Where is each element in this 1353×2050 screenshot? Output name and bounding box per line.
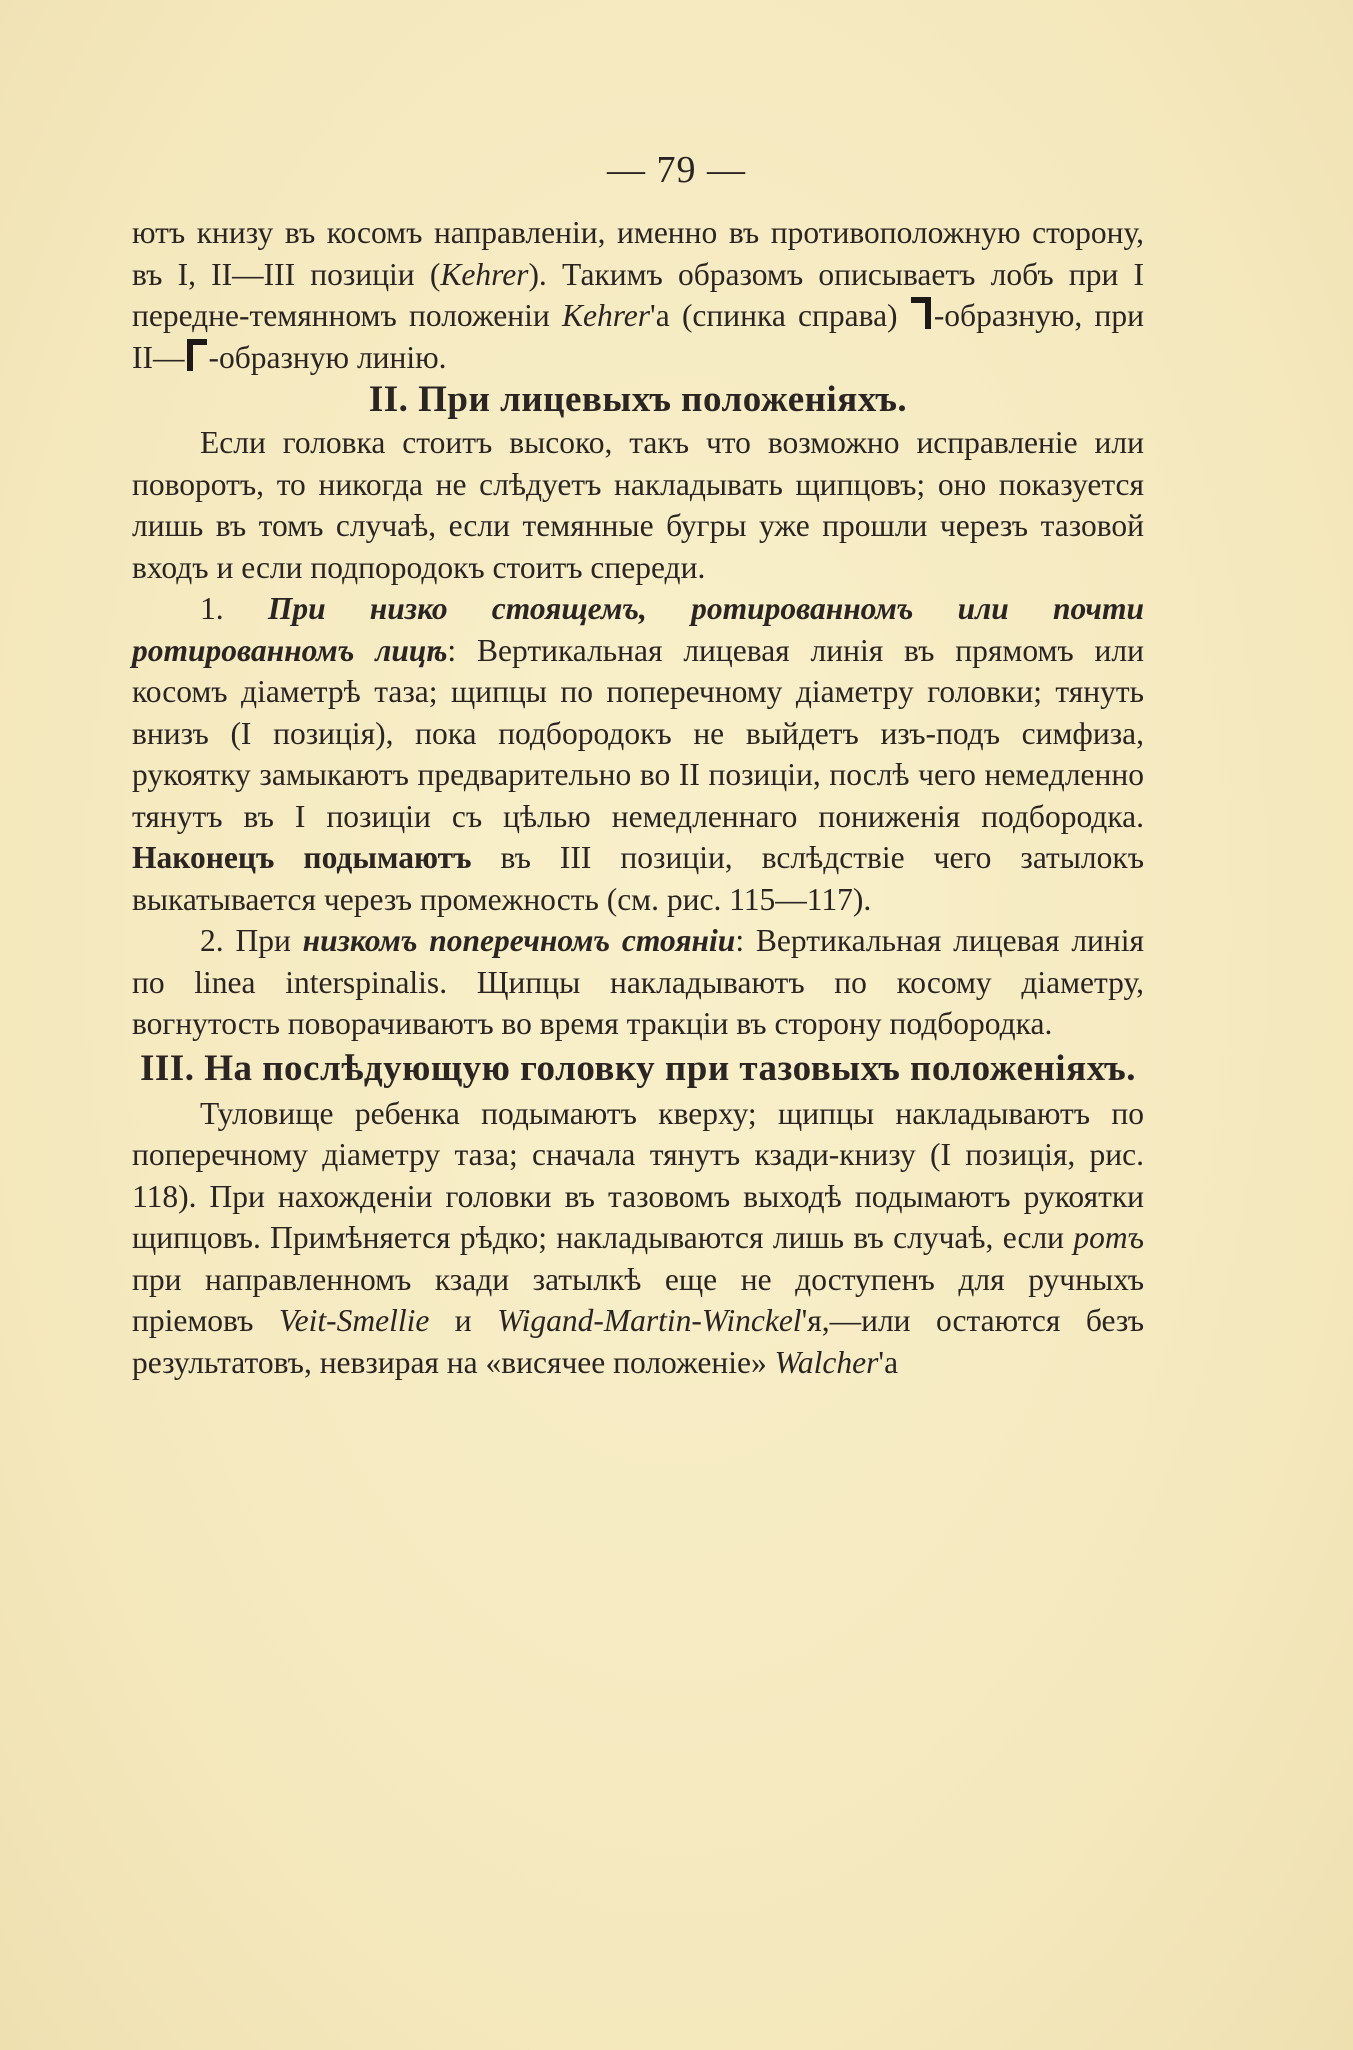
text-run: ). Такимъ образомъ описываетъ лобъ при I передне-темянномъ положеніи	[132, 256, 1144, 333]
text-run: въ III позиціи, вслѣдствіе чего затылокъ выкатывается черезъ промежность (см. рис. 115—117).	[132, 840, 1144, 917]
item-title: При низко стоящемъ, ротированномъ или почти ротированномъ лицѣ	[132, 591, 1144, 668]
author-name: Walcher	[774, 1344, 879, 1380]
text-run: -образную, при II—	[132, 298, 1144, 375]
text-run: при направленномъ кзади затылкѣ еще не доступенъ для ручныхъ пріемовъ	[132, 1261, 1144, 1338]
item-number: 2. При	[200, 923, 303, 958]
paragraph-continuation	[132, 212, 1144, 378]
text-run: 'а (спинка справа)	[650, 298, 910, 333]
text-run: Наконецъ подымаютъ	[132, 840, 472, 875]
section-heading: III. На послѣдующую головку при тазовыхъ положеніяхъ.	[140, 1047, 1136, 1089]
author-name: Kehrer	[440, 256, 529, 292]
numbered-paragraph	[132, 920, 1144, 1045]
text-run: : Вертикальная лицевая линія въ прямомъ или косомъ діаметрѣ таза; щипцы по поперечному діаметру головки; тянуть внизъ (I позиція), пока подбородокъ не выйдетъ изъ-подъ симфиза, рукоятку замыкаютъ предварительно во II позиціи, послѣ чего немедленно тянутъ въ I позиціи съ цѣлью немедленнаго пониженія подбородка.	[132, 632, 1144, 834]
text-run: ютъ книзу въ косомъ направленіи, именно въ противоположную сторону, въ I, II—III позиціи (	[132, 215, 1144, 292]
text-run: 'я,—или остаются безъ результатовъ, невзирая на «висячее положеніе»	[132, 1303, 1145, 1380]
text-run: -образную линію.	[208, 339, 447, 375]
author-name: Kehrer	[561, 298, 651, 333]
numbered-paragraph	[132, 588, 1144, 920]
text-run: 'а	[878, 1344, 899, 1380]
author-name: Wigand-Martin-Winckel	[497, 1303, 802, 1338]
section-heading: II. При лицевыхъ положеніяхъ.	[368, 379, 908, 420]
paragraph	[132, 1093, 1144, 1384]
page-number: — 79 —	[607, 149, 746, 191]
forceps-line-symbol-icon	[185, 339, 207, 371]
text-run: и	[429, 1303, 498, 1338]
author-name: Veit-Smellie	[278, 1303, 430, 1338]
emphasis: ротъ	[1073, 1220, 1144, 1255]
paragraph: Если головка стоитъ высоко, такъ что возможно исправленіе или поворотъ, то никогда не слѣдуетъ накладывать щипцовъ; оно показуется лишь въ томъ случаѣ, если темянные бугры уже прошли черезъ тазовой входъ и если подпородокъ стоитъ спереди.	[132, 425, 1144, 585]
item-number: 1.	[200, 591, 268, 626]
text-run: Туловище ребенка подымаютъ кверху; щипцы накладываютъ по поперечному діаметру таза; сначала тянутъ кзади-книзу (I позиція, рис. 118). При нахожденіи головки въ тазовомъ выходѣ подымаютъ рукоятки щипцовъ. Примѣняется рѣдко; накладываются лишь въ случаѣ, если	[132, 1095, 1144, 1255]
text-run: : Вертикальная лицевая линія по linea interspinalis. Щипцы накладываютъ по косому діаметру, вогнутость поворачиваютъ во время тракціи въ сторону подбородка.	[132, 923, 1145, 1041]
text-column	[132, 212, 1144, 1383]
forceps-line-symbol-icon	[911, 297, 933, 329]
item-title: низкомъ поперечномъ стояніи	[302, 923, 736, 958]
